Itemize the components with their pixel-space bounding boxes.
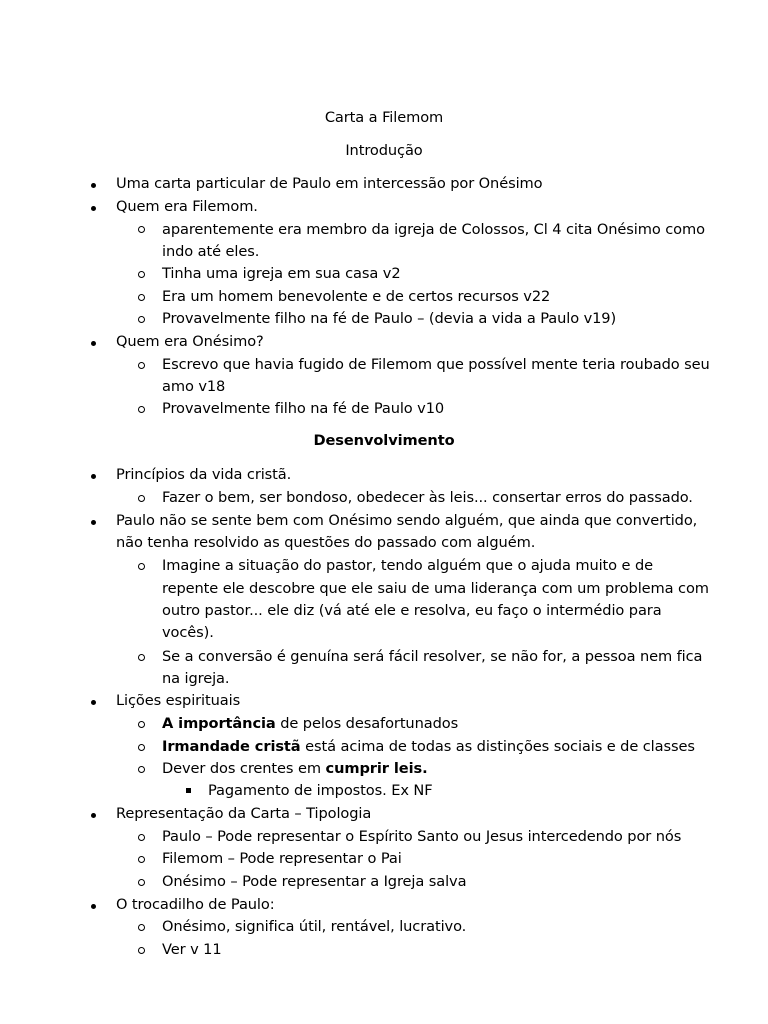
bullet-circle <box>138 316 145 323</box>
list-item: Imagine a situação do pastor, tendo alguém que o ajuda muito e de <box>162 557 653 574</box>
list-item: Representação da Carta – Tipologia <box>116 805 372 822</box>
list-item: Quem era Onésimo? <box>116 333 264 350</box>
list-item: Escrevo que havia fugido de Filemom que possível mente teria roubado seu <box>162 356 710 373</box>
bullet-circle <box>138 226 145 233</box>
bullet-disc <box>91 341 96 346</box>
list-item: Provavelmente filho na fé de Paulo v10 <box>162 400 445 417</box>
bullet-circle <box>138 879 145 886</box>
list-item-continuation: na igreja. <box>162 670 230 687</box>
list-item: Paulo – Pode representar o Espírito Santo ou Jesus intercedendo por nós <box>162 828 682 845</box>
list-item: Provavelmente filho na fé de Paulo – (devia a vida a Paulo v19) <box>162 310 617 327</box>
bullet-disc <box>91 206 96 211</box>
bullet-circle <box>138 834 145 841</box>
bullet-disc <box>91 520 96 525</box>
bullet-circle <box>138 856 145 863</box>
list-item: Era um homem benevolente e de certos recursos v22 <box>162 288 551 305</box>
list-item: Se a conversão é genuína será fácil resolver, se não for, a pessoa nem fica <box>162 648 703 665</box>
list-item: Uma carta particular de Paulo em intercessão por Onésimo <box>116 175 543 192</box>
list-item: Onésimo, significa útil, rentável, lucrativo. <box>162 918 467 935</box>
bullet-circle <box>138 766 145 773</box>
bullet-disc <box>91 183 96 188</box>
list-item: Paulo não se sente bem com Onésimo sendo alguém, que ainda que convertido, <box>116 512 698 529</box>
text: de pelos desafortunados <box>275 715 459 732</box>
list-item-continuation: vocês). <box>162 624 214 641</box>
list-item-continuation: repente ele descobre que ele saiu de uma liderança com um problema com <box>162 580 709 597</box>
section-heading-introducao: Introdução <box>345 142 423 159</box>
bullet-circle <box>138 362 145 369</box>
list-item-continuation: indo até eles. <box>162 243 260 260</box>
list-item: O trocadilho de Paulo: <box>116 896 275 913</box>
bullet-circle <box>138 654 145 661</box>
bold-text: cumprir leis. <box>325 760 428 777</box>
bullet-circle <box>138 563 145 570</box>
list-item: Lições espirituais <box>116 692 241 709</box>
bold-text: A importância <box>162 715 276 732</box>
list-item: aparentemente era membro da igreja de Colossos, Cl 4 cita Onésimo como <box>162 221 705 238</box>
bullet-disc <box>91 813 96 818</box>
list-item: Princípios da vida cristã. <box>116 466 292 483</box>
bullet-circle <box>138 947 145 954</box>
bold-text: Irmandade cristã <box>162 738 301 755</box>
bullet-circle <box>138 721 145 728</box>
bullet-disc <box>91 700 96 705</box>
list-item-continuation: não tenha resolvido as questões do passado com alguém. <box>116 534 536 551</box>
list-item-continuation: outro pastor... ele diz (vá até ele e resolva, eu faço o intermédio para <box>162 602 662 619</box>
document-title: Carta a Filemom <box>324 109 444 126</box>
bullet-circle <box>138 495 145 502</box>
bullet-circle <box>138 406 145 413</box>
bullet-disc <box>91 474 96 479</box>
list-item <box>162 738 695 756</box>
list-item: Onésimo – Pode representar a Igreja salva <box>162 873 467 890</box>
bullet-square <box>186 788 191 793</box>
bullet-circle <box>138 271 145 278</box>
bullet-circle <box>138 294 145 301</box>
text: está acima de todas as distinções sociais e de classes <box>300 738 695 755</box>
list-item <box>162 760 428 778</box>
list-item: Pagamento de impostos. Ex NF <box>208 782 433 799</box>
bullet-circle <box>138 924 145 931</box>
list-item <box>162 715 458 733</box>
bullet-circle <box>138 744 145 751</box>
bullet-disc <box>91 904 96 909</box>
list-item-continuation: amo v18 <box>162 378 226 395</box>
text: Dever dos crentes em <box>162 760 326 777</box>
list-item: Tinha uma igreja em sua casa v2 <box>162 265 401 282</box>
list-item: Quem era Filemom. <box>116 198 258 215</box>
section-heading-desenvolvimento: Desenvolvimento <box>313 432 455 449</box>
list-item: Ver v 11 <box>162 941 222 958</box>
list-item: Fazer o bem, ser bondoso, obedecer às leis... consertar erros do passado. <box>162 489 693 506</box>
list-item: Filemom – Pode representar o Pai <box>162 850 402 867</box>
